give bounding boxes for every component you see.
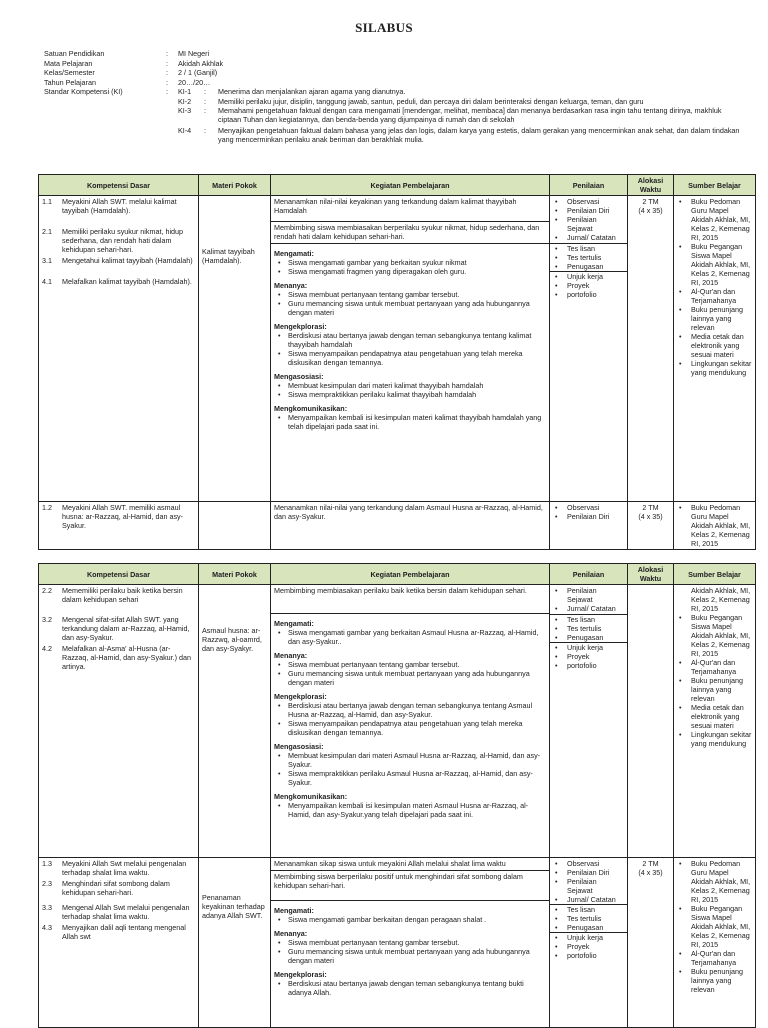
sumber-cell <box>674 858 756 1028</box>
meta-value: 20…/20… <box>178 77 211 87</box>
section-heading: Menanya: <box>274 929 308 938</box>
alokasi-tm: 2 TM <box>642 503 659 512</box>
penilaian-item: • Tes lisan <box>567 244 624 253</box>
penilaian-item: • Penugasan <box>567 633 624 642</box>
kd-item <box>42 503 195 530</box>
sumber-item: • Buku Pedoman Guru Mapel Akidah Akhlak, MI, Kelas 2, Kemenag RI, 2015 <box>691 859 752 904</box>
penilaian-item: • Tes lisan <box>567 615 624 624</box>
kegiatan-section <box>274 249 546 276</box>
meta-key: Tahun Pelajaran <box>44 77 96 87</box>
col-header: Sumber Belajar <box>674 564 756 585</box>
meta-colon: : <box>166 58 168 68</box>
kegiatan-section <box>274 322 546 367</box>
sumber-item: • Al-Qur'an dan Terjamahanya <box>691 949 752 967</box>
activity-item: • Berdiskusi atau bertanya jawab dengan teman sebangkunya tentang bukti adanya Allah. <box>288 979 546 997</box>
section-heading: Mengekplorasi: <box>274 692 327 701</box>
ki-colon: : <box>204 87 206 97</box>
kegiatan-cell <box>271 196 550 502</box>
col-header-line: Waktu <box>639 574 662 583</box>
activity-item: • Siswa menyampaikan pendapatnya atau pengetahuan yang telah mereka diskusikan dengan temannya. <box>288 349 546 367</box>
page-title: SILABUS <box>355 20 413 35</box>
kegiatan-intro: Membimbing siswa membiasakan berperilaku syukur nikmat, hidup sederhana, dan rendah hati dalam kehidupan sehari-hari. <box>274 223 540 241</box>
penilaian-cell <box>550 196 628 502</box>
kd-text: Melafalkan kalimat tayyibah (Hamdalah). <box>62 277 192 286</box>
kd-text: Mengetahui kalimat tayyibah (Hamdalah) <box>62 256 193 265</box>
penilaian-item: • Observasi <box>567 859 624 868</box>
meta-key: Standar Kompetensi (KI) <box>44 87 123 97</box>
penilaian-item: • portofolio <box>567 290 624 299</box>
section-heading: Mengekplorasi: <box>274 970 327 979</box>
meta-key: Mata Pelajaran <box>44 58 93 68</box>
col-header: Kompetensi Dasar <box>39 564 199 585</box>
table-header-row <box>39 175 756 196</box>
kd-text: Meyakini Allah SWT. melalui kalimat tayyibah (Hamdalah). <box>62 197 177 215</box>
col-header: Materi Pokok <box>199 564 271 585</box>
meta-colon: : <box>166 68 168 78</box>
ki-colon: : <box>204 105 206 115</box>
syllabus-metadata <box>44 49 744 144</box>
penilaian-item: • Penilaian Sejawat <box>567 215 624 233</box>
col-header: Kegiatan Pembelajaran <box>271 564 550 585</box>
sumber-item: • Lingkungan sekitar yang mendukung <box>691 359 752 377</box>
kd-number: 3.2 <box>42 615 52 624</box>
meta-colon: : <box>166 77 168 87</box>
kd-text: Memiliki perilaku syukur nikmat, hidup sederhana, dan rendah hati dalam kehidupan sehari-hari. <box>62 227 184 254</box>
activity-item: • Siswa menyampaikan pendapatnya atau pengetahuan yang telah mereka diskusikan dengan temannya. <box>288 719 546 737</box>
activity-item: • Siswa mempraktikkan perilaku Asmaul Husna ar-Razzaq, al-Hamid, dan asy-Syakur. <box>288 769 546 787</box>
kd-item <box>42 586 195 604</box>
ki-colon: : <box>204 125 206 135</box>
section-heading: Mengkomunikasikan: <box>274 792 348 801</box>
kd-number: 1.2 <box>42 503 52 512</box>
sumber-cell <box>674 502 756 550</box>
section-heading: Mengekplorasi: <box>274 322 327 331</box>
activity-item: • Siswa membuat pertanyaan tentang gambar tersebut. <box>288 938 546 947</box>
kegiatan-section <box>274 970 546 997</box>
section-heading: Mengamati: <box>274 619 314 628</box>
kegiatan-intro: Membimbing siswa berperilaku positif untuk menghindari sifat sombong dalam kehidupan sehari-hari. <box>274 872 523 890</box>
materi-text: Kalimat tayyibah (Hamdalah). <box>202 247 255 265</box>
meta-value: MI Negeri <box>178 49 210 58</box>
penilaian-item: • Tes tertulis <box>567 253 624 262</box>
section-heading: Mengamati: <box>274 906 314 915</box>
table-row <box>39 502 756 550</box>
penilaian-item: • Penilaian Sejawat <box>567 586 624 604</box>
ki-text: Memiliki perilaku jujur, disiplin, tanggung jawab, santun, peduli, dan percaya diri dalam berinteraksi dengan keluarga, teman, dan guru <box>218 96 644 106</box>
sumber-item: • Media cetak dan elektronik yang sesuai materi <box>691 332 752 359</box>
penilaian-item: • Penugasan <box>567 923 624 932</box>
kd-text: Meyakini Allah SWT. memiliki asmaul husna: ar-Razzaq, al-Hamid, dan asy-Syakur. <box>62 503 184 530</box>
activity-item: • Menyampaikan kembali isi kesimpulan materi kalimat thayyibah hamdalah yang telah dipelajari pada saat ini. <box>288 413 546 431</box>
materi-text: Asmaul husna: ar-Razzwq, al-oamrd, dan asy-Syakyr. <box>202 626 262 653</box>
kd-number: 2.3 <box>42 879 52 888</box>
activity-item: • Berdiskusi atau bertanya jawab dengan teman sebangkunya tentang Asmaul Husna ar-Razzaq, al-Hamid, dan asy-Syakur. <box>288 701 546 719</box>
sumber-item: • Buku Pedoman Guru Mapel Akidah Akhlak, MI, Kelas 2, Kemenag RI, 2015 <box>691 197 752 242</box>
meta-row-tahun <box>44 78 744 88</box>
penilaian-item: • portofolio <box>567 951 624 960</box>
activity-item: • Menyampaikan kembali isi kesimpulan materi Asmaul Husna ar-Razzaq, al-Hamid, dan asy-Syakur.yang telah dipelajari pada saat ini. <box>288 801 546 819</box>
section-heading: Menanya: <box>274 281 308 290</box>
kd-number: 4.3 <box>42 923 52 932</box>
kd-text: Melafalkan al-Asma' al-Husna (ar-Razzaq, al-Hamid, dan asy-Syakur.) dan artinya. <box>62 644 192 671</box>
penilaian-item: • Unjuk kerja <box>567 933 624 942</box>
kompetensi-cell <box>39 585 199 858</box>
kegiatan-intro: Menanamkan nilai-nilai keyakinan yang terkandung dalam kalimat thayyibah Hamdalah <box>274 197 517 215</box>
kd-text: Mengenal Allah Swt melalui pengenalan terhadap shalat lima waktu. <box>62 903 190 921</box>
sumber-item: • Buku Pegangan Siswa Mapel Akidah Akhlak, MI, Kelas 2, Kemenag RI, 2015 <box>691 904 752 949</box>
kegiatan-section <box>274 742 546 787</box>
meta-row-standar <box>44 87 744 97</box>
activity-item: • Siswa mengamati gambar berkaitan dengan peragaan shalat . <box>288 915 546 924</box>
penilaian-item: • Observasi <box>567 503 624 512</box>
syllabus-table-2 <box>38 563 756 1028</box>
kegiatan-section <box>274 792 546 819</box>
kd-number: 4.2 <box>42 644 52 653</box>
section-heading: Mengamati: <box>274 249 314 258</box>
materi-cell <box>199 858 271 1028</box>
activity-item: • Siswa mengamati fragmen yang diperagakan oleh guru. <box>288 267 546 276</box>
sumber-item: • Lingkungan sekitar yang mendukung <box>691 730 752 748</box>
penilaian-cell <box>550 858 628 1028</box>
sumber-item: • Buku penunjang lainnya yang relevan <box>691 305 752 332</box>
kd-text: Mengenal sifat-sifat Allah SWT. yang terkandung dalam ar-Razzaq, al-Hamid, dan asy-Syakur. <box>62 615 190 642</box>
kd-item <box>42 256 195 265</box>
meta-value: Akidah Akhlak <box>178 58 224 68</box>
kompetensi-cell <box>39 502 199 550</box>
activity-item: • Membuat kesimpulan dari materi kalimat thayyibah hamdalah <box>288 381 546 390</box>
ki-text: Memahami pengetahuan faktual dengan cara mengamati [mendengar, melihat, membaca] dan menanya berdasarkan rasa ingin tahu tentang dirinya, makhluk ciptaan Tuhan dan kegiatannya, dan benda-benda yang dijumpainya di rumah dan di sekolah <box>218 105 722 124</box>
kegiatan-section <box>274 404 546 431</box>
alokasi-jp: (4 x 35) <box>638 206 663 215</box>
penilaian-item: • Observasi <box>567 197 624 206</box>
kd-number: 3.1 <box>42 256 52 265</box>
section-heading: Mengasosiasi: <box>274 742 324 751</box>
penilaian-item: • Proyek <box>567 281 624 290</box>
ki-code: KI-4 <box>178 125 192 135</box>
kd-text: Meyakini Allah Swt melalui pengenalan terhadap shalat lima waktu. <box>62 859 187 877</box>
kd-item <box>42 879 195 897</box>
kd-number: 1.1 <box>42 197 52 206</box>
penilaian-cell <box>550 585 628 858</box>
materi-text: Penanaman keyakinan terhadap adanya Allah SWT. <box>202 893 265 920</box>
alokasi-cell <box>628 502 674 550</box>
kegiatan-section <box>274 651 546 687</box>
sumber-item: • Buku penunjang lainnya yang relevan <box>691 967 752 994</box>
kompetensi-cell <box>39 196 199 502</box>
kd-item <box>42 903 195 921</box>
activity-item: • Siswa mengamati gambar yang berkaitan Asmaul Husna ar-Razzaq, al-Hamid, dan asy-Syakur.. <box>288 628 546 646</box>
meta-key: Kelas/Semester <box>44 68 95 78</box>
col-header-line: Alokasi <box>637 565 664 574</box>
kd-number: 2.1 <box>42 227 52 236</box>
col-header <box>628 564 674 585</box>
penilaian-item: • Penilaian Diri <box>567 512 624 521</box>
kd-item <box>42 859 195 877</box>
ki-code: KI-1 <box>178 87 192 97</box>
ki-colon: : <box>204 96 206 106</box>
alokasi-cell <box>628 585 674 858</box>
syllabus-table-1 <box>38 174 756 550</box>
ki-code: KI-3 <box>178 105 192 115</box>
activity-item: • Siswa membuat pertanyaan tentang gambar tersebut. <box>288 290 546 299</box>
kd-item <box>42 923 195 941</box>
materi-cell <box>199 585 271 858</box>
activity-item: • Siswa mengamati gambar yang berkaitan syukur nikmat <box>288 258 546 267</box>
sumber-cell <box>674 585 756 858</box>
penilaian-cell <box>550 502 628 550</box>
meta-row-mapel <box>44 59 744 69</box>
kegiatan-section <box>274 281 546 317</box>
kegiatan-section <box>274 929 546 965</box>
sumber-item: • Buku Pedoman Guru Mapel Akidah Akhlak, MI, Kelas 2, Kemenag RI, 2015 <box>691 503 752 548</box>
kd-number: 1.3 <box>42 859 52 868</box>
materi-cell <box>199 196 271 502</box>
ki-code: KI-2 <box>178 96 192 106</box>
col-header-line: Alokasi <box>637 176 664 185</box>
penilaian-item: • Jurnal/ Catatan <box>567 604 624 613</box>
alokasi-tm: 2 TM <box>642 197 659 206</box>
penilaian-item: • Penilaian Diri <box>567 868 624 877</box>
table-row <box>39 585 756 858</box>
kegiatan-intro: Membimbing membiasakan perilaku baik ketika bersin dalam kehidupan sehari. <box>274 586 527 595</box>
activity-item: • Membuat kesimpulan dari materi Asmaul Husna ar-Razzaq, al-Hamid, dan asy-Syakur. <box>288 751 546 769</box>
table-row <box>39 196 756 502</box>
kegiatan-section <box>274 619 546 646</box>
kegiatan-cell <box>271 585 550 858</box>
penilaian-item: • Proyek <box>567 942 624 951</box>
penilaian-item: • Penilaian Sejawat <box>567 877 624 895</box>
section-heading: Menanya: <box>274 651 308 660</box>
col-header: Penilaian <box>550 175 628 196</box>
materi-cell <box>199 502 271 550</box>
activity-item: • Berdiskusi atau bertanya jawab dengan teman sebangkunya tentang kalimat thayyibah hamdalah <box>288 331 546 349</box>
meta-colon: : <box>166 87 168 97</box>
sumber-item: • Buku penunjang lainnya yang relevan <box>691 676 752 703</box>
penilaian-item: • Jurnal/ Catatan <box>567 233 624 242</box>
sumber-item: • Media cetak dan elektronik yang sesuai materi <box>691 703 752 730</box>
ki-row <box>178 97 744 106</box>
activity-item: • Guru memancing siswa untuk membuat pertanyaan yang ada hubungannya dengan materi <box>288 947 546 965</box>
kegiatan-section <box>274 906 546 924</box>
kd-item <box>42 644 195 671</box>
penilaian-item: • Jurnal/ Catatan <box>567 895 624 904</box>
meta-row-satuan <box>44 49 744 59</box>
kd-text: Menyajikan dalil aqli tentang mengenal Allah swt <box>62 923 186 941</box>
sumber-continuation: Akidah Akhlak, MI, Kelas 2, Kemenag RI, 2015 <box>691 586 751 613</box>
kompetensi-cell <box>39 858 199 1028</box>
penilaian-item: • Tes tertulis <box>567 624 624 633</box>
table-row <box>39 858 756 1028</box>
kd-text: Menghindari sifat sombong dalam kehidupan sehari-hari. <box>62 879 170 897</box>
alokasi-cell <box>628 196 674 502</box>
kd-number: 4.1 <box>42 277 52 286</box>
kegiatan-cell <box>271 858 550 1028</box>
sumber-item: • Al-Qur'an dan Terjamahanya <box>691 658 752 676</box>
col-header <box>628 175 674 196</box>
kd-item <box>42 615 195 642</box>
kegiatan-section <box>274 372 546 399</box>
activity-item: • Siswa membuat pertanyaan tentang gambar tersebut. <box>288 660 546 669</box>
activity-item: • Siswa mempraktikkan perilaku kalimat thayyibah hamdalah <box>288 390 546 399</box>
ki-row <box>178 126 744 144</box>
penilaian-item: • Tes lisan <box>567 905 624 914</box>
kegiatan-intro: Menanamkan sikap siswa untuk meyakini Allah melalui shalat lima waktu <box>274 859 506 868</box>
sumber-item: • Al-Qur'an dan Terjamahanya <box>691 287 752 305</box>
meta-row-kelas <box>44 68 744 78</box>
kegiatan-section <box>274 692 546 737</box>
kegiatan-cell: Menanamkan nilai-nilai yang terkandung dalam Asmaul Husna ar-Razzaq, al-Hamid, dan asy-Syakur. <box>271 502 550 550</box>
col-header: Kegiatan Pembelajaran <box>271 175 550 196</box>
col-header-line: Waktu <box>639 185 662 194</box>
alokasi-jp: (4 x 35) <box>638 512 663 521</box>
col-header: Materi Pokok <box>199 175 271 196</box>
col-header: Sumber Belajar <box>674 175 756 196</box>
kd-item <box>42 227 195 254</box>
sumber-item: • Buku Pegangan Siswa Mapel Akidah Akhlak, MI, Kelas 2, Kemenag RI, 2015 <box>691 613 752 658</box>
ki-text: Menyajikan pengetahuan faktual dalam bahasa yang jelas dan logis, dalam karya yang estetis, dalam gerakan yang mencerminkan anak sehat, dan dalam tindakan yang mencerminkan perilaku anak beriman dan berakhlak mulia. <box>218 125 740 144</box>
sumber-item: • Buku Pegangan Siswa Mapel Akidah Akhlak, MI, Kelas 2, Kemenag RI, 2015 <box>691 242 752 287</box>
kd-number: 2.2 <box>42 586 52 595</box>
meta-colon: : <box>166 49 168 58</box>
activity-item: • Guru memancing siswa untuk membuat pertanyaan yang ada hubungannya dengan materi <box>288 299 546 317</box>
penilaian-item: • Proyek <box>567 652 624 661</box>
meta-value: 2 / 1 (Ganjil) <box>178 68 218 78</box>
col-header: Penilaian <box>550 564 628 585</box>
penilaian-item: • Penilaian Diri <box>567 206 624 215</box>
penilaian-item: • portofolio <box>567 661 624 670</box>
penilaian-item: • Tes tertulis <box>567 914 624 923</box>
alokasi-cell <box>628 858 674 1028</box>
col-header: Kompetensi Dasar <box>39 175 199 196</box>
kd-item <box>42 197 195 215</box>
alokasi-jp: (4 x 35) <box>638 868 663 877</box>
penilaian-item: • Unjuk kerja <box>567 272 624 281</box>
alokasi-tm: 2 TM <box>642 859 659 868</box>
activity-item: • Guru memancing siswa untuk membuat pertanyaan yang ada hubungannya dengan materi <box>288 669 546 687</box>
sumber-cell <box>674 196 756 502</box>
kd-number: 3.3 <box>42 903 52 912</box>
kd-item <box>42 277 195 286</box>
meta-key: Satuan Pendidikan <box>44 49 105 58</box>
penilaian-item: • Unjuk kerja <box>567 643 624 652</box>
penilaian-item: • Penugasan <box>567 262 624 271</box>
kd-text: Mememiliki perilaku baik ketika bersin dalam kehidupan sehari <box>62 586 183 604</box>
ki-text: Menerima dan menjalankan ajaran agama yang dianutnya. <box>218 87 406 97</box>
section-heading: Mengasosiasi: <box>274 372 324 381</box>
section-heading: Mengkomunikasikan: <box>274 404 348 413</box>
ki-row <box>178 106 744 124</box>
table-header-row <box>39 564 756 585</box>
